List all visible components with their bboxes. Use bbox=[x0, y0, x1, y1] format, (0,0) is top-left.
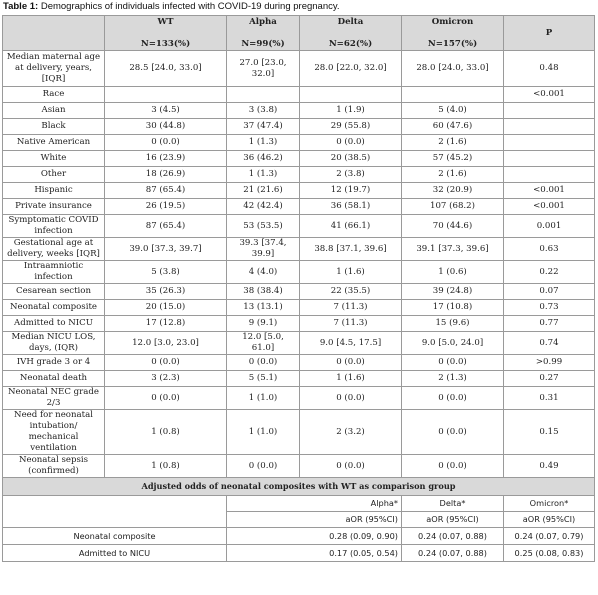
cell-alpha: 53 (53.5) bbox=[227, 215, 300, 238]
row-label: Hispanic bbox=[3, 183, 105, 199]
cell-delta: 0 (0.0) bbox=[300, 135, 402, 151]
table-row bbox=[3, 284, 595, 300]
cell-wt: 26 (19.5) bbox=[105, 199, 227, 215]
row-label: Race bbox=[3, 87, 105, 103]
table-row bbox=[3, 261, 595, 284]
row-label: Asian bbox=[3, 103, 105, 119]
cell-wt: 87 (65.4) bbox=[105, 183, 227, 199]
cell-alpha: 1 (1.3) bbox=[227, 167, 300, 183]
cell-p-value: 0.001 bbox=[504, 215, 595, 238]
row-label: Native American bbox=[3, 135, 105, 151]
cell-p-value: 0.48 bbox=[504, 51, 595, 87]
cell-delta: 38.8 [37.1, 39.6] bbox=[300, 238, 402, 261]
table-row bbox=[3, 51, 595, 87]
cell-p-value: >0.99 bbox=[504, 355, 595, 371]
adjusted-metric-delta: aOR (95%CI) bbox=[402, 512, 504, 528]
cell-alpha: 0 (0.0) bbox=[227, 355, 300, 371]
cell-alpha: 21 (21.6) bbox=[227, 183, 300, 199]
row-label: Neonatal sepsis (confirmed) bbox=[3, 455, 105, 478]
row-label: IVH grade 3 or 4 bbox=[3, 355, 105, 371]
cell-alpha: 13 (13.1) bbox=[227, 300, 300, 316]
cell-omicron: 0 (0.0) bbox=[402, 455, 504, 478]
table-row bbox=[3, 300, 595, 316]
cell-alpha: 4 (4.0) bbox=[227, 261, 300, 284]
cell-p-value: 0.22 bbox=[504, 261, 595, 284]
cell-omicron: 2 (1.6) bbox=[402, 135, 504, 151]
table-row bbox=[3, 238, 595, 261]
cell-omicron: 5 (4.0) bbox=[402, 103, 504, 119]
cell-delta: 1 (1.6) bbox=[300, 261, 402, 284]
cell-omicron: 2 (1.3) bbox=[402, 371, 504, 387]
cell-alpha: 0 (0.0) bbox=[227, 455, 300, 478]
cell-delta bbox=[300, 87, 402, 103]
cell-wt: 0 (0.0) bbox=[105, 387, 227, 410]
table-row bbox=[3, 151, 595, 167]
header-p: P bbox=[504, 16, 595, 51]
adjusted-cell-omicron: 0.25 (0.08, 0.83) bbox=[504, 545, 595, 562]
cell-omicron: 107 (68.2) bbox=[402, 199, 504, 215]
row-label: Neonatal death bbox=[3, 371, 105, 387]
cell-wt: 0 (0.0) bbox=[105, 135, 227, 151]
cell-alpha: 27.0 [23.0, 32.0] bbox=[227, 51, 300, 87]
header-omicron: Omicron N=157(%) bbox=[402, 16, 504, 51]
adjusted-cell-delta: 0.24 (0.07, 0.88) bbox=[402, 545, 504, 562]
cell-p-value: 0.07 bbox=[504, 284, 595, 300]
cell-wt: 87 (65.4) bbox=[105, 215, 227, 238]
cell-wt: 1 (0.8) bbox=[105, 455, 227, 478]
cell-wt: 3 (4.5) bbox=[105, 103, 227, 119]
cell-p-value: 0.73 bbox=[504, 300, 595, 316]
cell-alpha: 12.0 [5.0, 61.0] bbox=[227, 332, 300, 355]
header-delta: Delta N=62(%) bbox=[300, 16, 402, 51]
cell-delta: 20 (38.5) bbox=[300, 151, 402, 167]
cell-omicron: 0 (0.0) bbox=[402, 410, 504, 455]
cell-delta: 28.0 [22.0, 32.0] bbox=[300, 51, 402, 87]
cell-alpha: 1 (1.3) bbox=[227, 135, 300, 151]
table-row bbox=[3, 455, 595, 478]
cell-p-value: 0.27 bbox=[504, 371, 595, 387]
adjusted-title-row bbox=[3, 478, 595, 496]
table-row bbox=[3, 215, 595, 238]
cell-p-value: <0.001 bbox=[504, 199, 595, 215]
cell-alpha: 5 (5.1) bbox=[227, 371, 300, 387]
row-label: Neonatal composite bbox=[3, 300, 105, 316]
cell-p-value: 0.77 bbox=[504, 316, 595, 332]
row-label: Intraamniotic infection bbox=[3, 261, 105, 284]
cell-wt: 30 (44.8) bbox=[105, 119, 227, 135]
cell-delta: 0 (0.0) bbox=[300, 387, 402, 410]
cell-wt: 16 (23.9) bbox=[105, 151, 227, 167]
cell-delta: 2 (3.8) bbox=[300, 167, 402, 183]
adjusted-blank-cell bbox=[3, 496, 227, 528]
cell-p-value bbox=[504, 151, 595, 167]
row-label: Gestational age at delivery, weeks [IQR] bbox=[3, 238, 105, 261]
table-row bbox=[3, 199, 595, 215]
adjusted-cell-alpha: 0.17 (0.05, 0.54) bbox=[227, 545, 402, 562]
adjusted-row-label: Neonatal composite bbox=[3, 528, 227, 545]
table-caption bbox=[3, 1, 340, 12]
cell-wt: 0 (0.0) bbox=[105, 355, 227, 371]
header-wt: WT N=133(%) bbox=[105, 16, 227, 51]
header-alpha: Alpha N=99(%) bbox=[227, 16, 300, 51]
cell-omicron: 17 (10.8) bbox=[402, 300, 504, 316]
cell-omicron bbox=[402, 87, 504, 103]
row-label: Cesarean section bbox=[3, 284, 105, 300]
cell-omicron: 2 (1.6) bbox=[402, 167, 504, 183]
row-label: Private insurance bbox=[3, 199, 105, 215]
cell-delta: 36 (58.1) bbox=[300, 199, 402, 215]
adjusted-metric-omicron: aOR (95%CI) bbox=[504, 512, 595, 528]
cell-wt: 17 (12.8) bbox=[105, 316, 227, 332]
cell-p-value: 0.15 bbox=[504, 410, 595, 455]
cell-delta: 9.0 [4.5, 17.5] bbox=[300, 332, 402, 355]
cell-delta: 1 (1.9) bbox=[300, 103, 402, 119]
cell-delta: 12 (19.7) bbox=[300, 183, 402, 199]
adjusted-cell-alpha: 0.28 (0.09, 0.90) bbox=[227, 528, 402, 545]
cell-p-value: 0.74 bbox=[504, 332, 595, 355]
cell-omicron: 28.0 [24.0, 33.0] bbox=[402, 51, 504, 87]
cell-alpha: 39.3 [37.4, 39.9] bbox=[227, 238, 300, 261]
cell-wt: 39.0 [37.3, 39.7] bbox=[105, 238, 227, 261]
cell-p-value bbox=[504, 119, 595, 135]
cell-omicron: 9.0 [5.0, 24.0] bbox=[402, 332, 504, 355]
cell-omicron: 70 (44.6) bbox=[402, 215, 504, 238]
cell-alpha: 38 (38.4) bbox=[227, 284, 300, 300]
adjusted-row bbox=[3, 545, 595, 562]
caption-label: Table 1: bbox=[3, 1, 39, 12]
table-row bbox=[3, 355, 595, 371]
cell-omicron: 57 (45.2) bbox=[402, 151, 504, 167]
table-row bbox=[3, 410, 595, 455]
cell-wt: 12.0 [3.0, 23.0] bbox=[105, 332, 227, 355]
cell-alpha: 1 (1.0) bbox=[227, 387, 300, 410]
adjusted-row-label: Admitted to NICU bbox=[3, 545, 227, 562]
cell-wt: 5 (3.8) bbox=[105, 261, 227, 284]
header-blank-cell bbox=[3, 16, 105, 51]
adjusted-group-omicron: Omicron* bbox=[504, 496, 595, 512]
row-label: Other bbox=[3, 167, 105, 183]
cell-alpha: 1 (1.0) bbox=[227, 410, 300, 455]
adjusted-row bbox=[3, 528, 595, 545]
cell-alpha bbox=[227, 87, 300, 103]
cell-alpha: 37 (47.4) bbox=[227, 119, 300, 135]
adjusted-cell-delta: 0.24 (0.07, 0.88) bbox=[402, 528, 504, 545]
adjusted-group-alpha: Alpha* bbox=[227, 496, 402, 512]
table-header-row bbox=[3, 16, 595, 51]
cell-delta: 0 (0.0) bbox=[300, 355, 402, 371]
cell-wt: 28.5 [24.0, 33.0] bbox=[105, 51, 227, 87]
table-row bbox=[3, 371, 595, 387]
table-row bbox=[3, 167, 595, 183]
adjusted-group-delta: Delta* bbox=[402, 496, 504, 512]
cell-wt: 3 (2.3) bbox=[105, 371, 227, 387]
cell-wt: 35 (26.3) bbox=[105, 284, 227, 300]
row-label: Symptomatic COVID infection bbox=[3, 215, 105, 238]
cell-wt: 20 (15.0) bbox=[105, 300, 227, 316]
row-label: Black bbox=[3, 119, 105, 135]
cell-delta: 7 (11.3) bbox=[300, 300, 402, 316]
cell-omicron: 60 (47.6) bbox=[402, 119, 504, 135]
cell-p-value: 0.31 bbox=[504, 387, 595, 410]
table-row bbox=[3, 316, 595, 332]
table-row bbox=[3, 87, 595, 103]
row-label: White bbox=[3, 151, 105, 167]
cell-delta: 22 (35.5) bbox=[300, 284, 402, 300]
cell-delta: 1 (1.6) bbox=[300, 371, 402, 387]
cell-omicron: 0 (0.0) bbox=[402, 355, 504, 371]
row-label: Median maternal age at delivery, years, [IQR] bbox=[3, 51, 105, 87]
table-row bbox=[3, 103, 595, 119]
row-label: Median NICU LOS, days, (IQR) bbox=[3, 332, 105, 355]
cell-p-value: <0.001 bbox=[504, 87, 595, 103]
cell-p-value: 0.49 bbox=[504, 455, 595, 478]
adjusted-cell-omicron: 0.24 (0.07, 0.79) bbox=[504, 528, 595, 545]
cell-wt bbox=[105, 87, 227, 103]
adjusted-title: Adjusted odds of neonatal composites with WT as comparison group bbox=[3, 478, 595, 496]
table-row bbox=[3, 387, 595, 410]
cell-omicron: 39 (24.8) bbox=[402, 284, 504, 300]
caption-text: Demographics of individuals infected with COVID-19 during pregnancy. bbox=[38, 1, 340, 12]
demographics-table bbox=[2, 15, 595, 562]
table-row bbox=[3, 332, 595, 355]
cell-p-value bbox=[504, 135, 595, 151]
cell-omicron: 0 (0.0) bbox=[402, 387, 504, 410]
cell-p-value: 0.63 bbox=[504, 238, 595, 261]
cell-p-value: <0.001 bbox=[504, 183, 595, 199]
adjusted-group-row bbox=[3, 496, 595, 512]
cell-wt: 18 (26.9) bbox=[105, 167, 227, 183]
cell-alpha: 3 (3.8) bbox=[227, 103, 300, 119]
cell-delta: 0 (0.0) bbox=[300, 455, 402, 478]
row-label: Need for neonatal intubation/ mechanical ventilation bbox=[3, 410, 105, 455]
table-row bbox=[3, 183, 595, 199]
cell-delta: 29 (55.8) bbox=[300, 119, 402, 135]
adjusted-metric-alpha: aOR (95%CI) bbox=[227, 512, 402, 528]
table-row bbox=[3, 119, 595, 135]
row-label: Admitted to NICU bbox=[3, 316, 105, 332]
cell-alpha: 36 (46.2) bbox=[227, 151, 300, 167]
cell-alpha: 9 (9.1) bbox=[227, 316, 300, 332]
cell-p-value bbox=[504, 167, 595, 183]
cell-omicron: 32 (20.9) bbox=[402, 183, 504, 199]
cell-alpha: 42 (42.4) bbox=[227, 199, 300, 215]
row-label: Neonatal NEC grade 2/3 bbox=[3, 387, 105, 410]
cell-omicron: 15 (9.6) bbox=[402, 316, 504, 332]
cell-delta: 2 (3.2) bbox=[300, 410, 402, 455]
cell-wt: 1 (0.8) bbox=[105, 410, 227, 455]
cell-delta: 7 (11.3) bbox=[300, 316, 402, 332]
cell-delta: 41 (66.1) bbox=[300, 215, 402, 238]
cell-p-value bbox=[504, 103, 595, 119]
cell-omicron: 1 (0.6) bbox=[402, 261, 504, 284]
table-row bbox=[3, 135, 595, 151]
cell-omicron: 39.1 [37.3, 39.6] bbox=[402, 238, 504, 261]
